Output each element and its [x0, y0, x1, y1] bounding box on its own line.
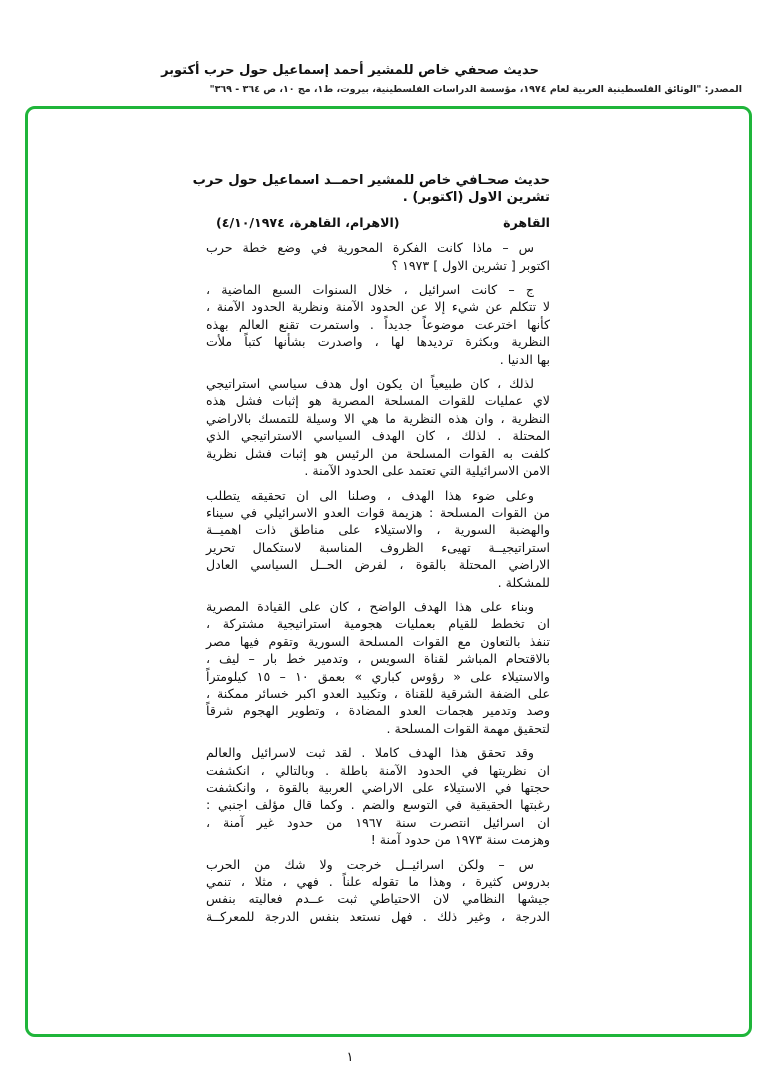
paragraph — [206, 744, 550, 848]
heading-line: حديث صحـافي خاص للمشير احمــد اسماعيل حول حرب — [192, 173, 550, 188]
paragraph — [206, 856, 550, 926]
paragraph-line: وهزمت سنة ١٩٧٣ من حدود آمنة ! — [370, 832, 550, 848]
paragraph-line: لا تتكلم عن شيء إلا عن الحدود الآمنة ونظرية الحدود الآمنة ، — [206, 299, 550, 315]
paragraph-line: النظرية ، وان هذه النظرية ما هي الا وسيلة للتمسك بالاراضي — [206, 410, 550, 426]
paragraph-line: والاستيلاء على « رؤوس كباري » بعمق ١٠ – ١٥ كيلومتراً — [206, 668, 550, 684]
document-source: المصدر: "الوثائق الفلسطينية العربية لعام ١٩٧٤، مؤسسة الدراسات الفلسطينية، بيروت، ط١، مج ١٠، ص ٣٦٤ - ٣٦٩" — [209, 84, 742, 95]
paragraph-line: جيشها النظامي لان الاحتياطي ثبت عــدم فعاليته بنفس — [206, 891, 550, 907]
paragraph-line: وقد تحقق هذا الهدف كاملا . لقد ثبت لاسرائيل والعالم — [206, 745, 534, 761]
paragraph — [206, 598, 550, 737]
paragraph-line: النظرية وبكثرة ترديدها لها ، واصدرت بشأنها كتباً ملأت — [206, 334, 550, 350]
paragraph-line: بالاقتحام المباشر لقناة السويس ، وتدمير خط بار – ليف ، — [206, 651, 550, 667]
paragraph — [206, 487, 550, 591]
paragraph-line: المحتلة . لذلك ، كان الهدف السياسي الاستراتيجي الذي — [206, 428, 550, 444]
dateline — [206, 214, 550, 231]
paragraph-line: وبناء على هذا الهدف الواضح ، كان على القيادة المصرية — [206, 598, 534, 614]
paragraph-line: على الضفة الشرقية للقناة ، وتكبيد العدو اكبر خسائر ممكنة ، — [206, 685, 550, 701]
paragraph-line: حجتها في الاستيلاء على الاراضي العربية بالقوة ، وانكشفت — [206, 780, 550, 795]
paragraph-line: اكتوبر [ تشرين الاول ] ١٩٧٣ ؟ — [391, 257, 550, 273]
paragraph-line: س – ولكن اسرائيــل خرجت ولا شك من الحرب — [206, 856, 534, 872]
paragraph-line: لتحقيق مهمة القوات المسلحة . — [386, 720, 550, 736]
paragraph-line: كأنها اخترعت موضوعاً جديداً . واستمرت تقنع العالم بهذه — [206, 316, 550, 332]
paragraph-line: وصد وتدمير هجمات العدو المضادة ، وتطوير الهجوم شرقاً — [206, 703, 550, 719]
article-heading — [192, 172, 550, 207]
article-column — [192, 172, 550, 932]
article-body — [206, 239, 550, 925]
paragraph-line: لاي عمليات للقوات المسلحة المصرية هو إثبات فشل هذه — [206, 393, 550, 409]
paragraph-line: ان اسرائيل انتصرت سنة ١٩٦٧ من حدود غير آمنة ، — [206, 814, 550, 830]
paragraph-line: ان نظريتها في الحدود الآمنة باطلة . وبالتالي ، انكشفت — [206, 762, 550, 778]
paragraph — [206, 239, 550, 274]
paragraph-line: بها الدنيا . — [499, 351, 550, 367]
paragraph-line: رغبتها الحقيقية في التوسع والضم . وكما قال مؤلف اجنبي : — [206, 797, 550, 813]
paragraph-line: للمشكلة . — [497, 574, 550, 590]
paragraph-line: والهضبة السورية ، والاستيلاء على مناطق ذات اهميــة — [206, 522, 550, 538]
paragraph-line: الامن الاسرائيلية التي تعتمد على الحدود الآمنة . — [304, 463, 550, 479]
dateline-citation: (الاهرام، القاهرة، ٤/١٠/١٩٧٤) — [216, 214, 400, 230]
paragraph-line: بدروس كثيرة ، وهذا ما تقوله علناً . فهي ، مثلا ، تنمي — [206, 874, 550, 890]
paragraph-line: وعلى ضوء هذا الهدف ، وصلنا الى ان تحقيقه يتطلب — [206, 487, 534, 503]
paragraph-line: تنفذ بالتعاون مع القوات المسلحة السورية وتقوم فيها مصر — [206, 633, 550, 649]
dateline-place: القاهرة — [503, 214, 550, 230]
page-number: ١ — [346, 1050, 354, 1065]
paragraph — [206, 375, 550, 479]
document-title: حديث صحفي خاص للمشير أحمد إسماعيل حول حرب أكتوبر — [161, 63, 539, 78]
heading-line: تشرين الاول (اكتوبر) . — [402, 190, 550, 206]
paragraph-line: من القوات المسلحة : هزيمة قوات العدو الاسرائيلي في سيناء — [206, 504, 550, 520]
paragraph-line: كلفت به القوات المسلحة من الرئيس هو إثبات فشل نظرية — [206, 445, 550, 461]
paragraph-line: استراتيجيــة تهيىء الظروف المناسبة لاستكمال تحرير — [206, 539, 550, 555]
paragraph-line: الدرجة ، وغير ذلك . فهل نستعد بنفس الدرجة للمعركــة — [206, 908, 550, 924]
paragraph-line: ان تخطط للقيام بعمليات هجومية استراتيجية مشتركة ، — [206, 616, 550, 632]
paragraph-line: س – ماذا كانت الفكرة المحورية في وضع خطة حرب — [206, 240, 534, 256]
paragraph-line: لذلك ، كان طبيعياً ان يكون اول هدف سياسي استراتيجي — [206, 376, 534, 392]
paragraph-line: الاراضي المحتلة بالقوة ، لفرض الحــل السياسي العادل — [206, 557, 550, 573]
paragraph-line: ج – كانت اسرائيل ، خلال السنوات السبع الماضية ، — [206, 282, 534, 298]
paragraph — [206, 281, 550, 368]
